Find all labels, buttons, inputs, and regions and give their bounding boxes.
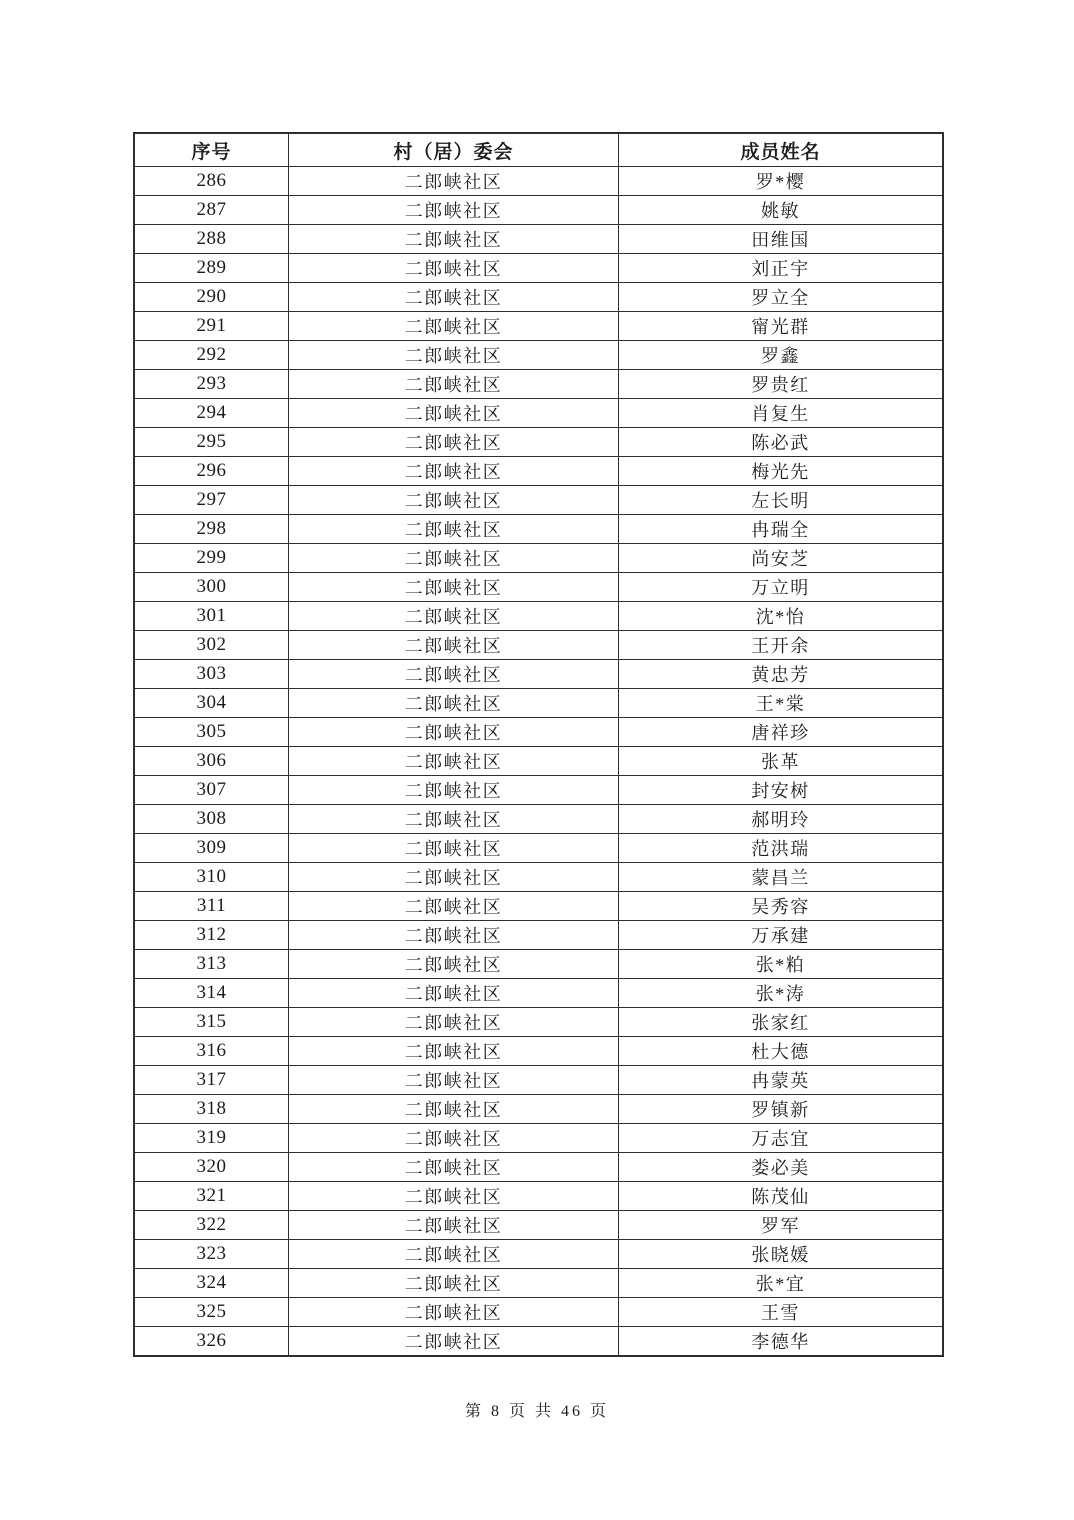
cell-committee: 二郎峡社区: [289, 747, 619, 776]
cell-serial-number: 297: [134, 486, 289, 515]
cell-member-name: 尚安芝: [619, 544, 943, 573]
cell-member-name: 张晓媛: [619, 1240, 943, 1269]
cell-member-name: 封安树: [619, 776, 943, 805]
cell-serial-number: 310: [134, 863, 289, 892]
column-header-member-name: 成员姓名: [619, 133, 943, 167]
cell-serial-number: 302: [134, 631, 289, 660]
cell-member-name: 万立明: [619, 573, 943, 602]
cell-committee: 二郎峡社区: [289, 254, 619, 283]
cell-serial-number: 286: [134, 167, 289, 196]
table-row: [134, 863, 943, 892]
table-row: [134, 892, 943, 921]
table-row: [134, 776, 943, 805]
table-row: [134, 718, 943, 747]
cell-serial-number: 301: [134, 602, 289, 631]
cell-serial-number: 303: [134, 660, 289, 689]
table-row: [134, 486, 943, 515]
table-row: [134, 631, 943, 660]
cell-member-name: 张*粕: [619, 950, 943, 979]
members-table-body: [134, 167, 943, 1357]
column-header-serial-number: 序号: [134, 133, 289, 167]
cell-member-name: 左长明: [619, 486, 943, 515]
table-row: [134, 283, 943, 312]
cell-member-name: 蒙昌兰: [619, 863, 943, 892]
cell-serial-number: 315: [134, 1008, 289, 1037]
cell-serial-number: 288: [134, 225, 289, 254]
cell-member-name: 梅光先: [619, 457, 943, 486]
cell-committee: 二郎峡社区: [289, 1240, 619, 1269]
table-row: [134, 950, 943, 979]
cell-committee: 二郎峡社区: [289, 370, 619, 399]
cell-serial-number: 324: [134, 1269, 289, 1298]
cell-committee: 二郎峡社区: [289, 283, 619, 312]
cell-committee: 二郎峡社区: [289, 1182, 619, 1211]
table-row: [134, 689, 943, 718]
table-row: [134, 225, 943, 254]
cell-committee: 二郎峡社区: [289, 428, 619, 457]
table-row: [134, 602, 943, 631]
cell-member-name: 万承建: [619, 921, 943, 950]
cell-member-name: 王*棠: [619, 689, 943, 718]
members-table: [133, 132, 944, 1357]
cell-serial-number: 318: [134, 1095, 289, 1124]
cell-committee: 二郎峡社区: [289, 196, 619, 225]
page-number-indicator: 第 8 页 共 46 页: [464, 1403, 609, 1420]
table-row: [134, 1066, 943, 1095]
table-row: [134, 747, 943, 776]
cell-committee: 二郎峡社区: [289, 660, 619, 689]
cell-member-name: 张*涛: [619, 979, 943, 1008]
table-row: [134, 341, 943, 370]
cell-serial-number: 313: [134, 950, 289, 979]
table-row: [134, 660, 943, 689]
table-row: [134, 167, 943, 196]
cell-member-name: 沈*怡: [619, 602, 943, 631]
cell-member-name: 唐祥珍: [619, 718, 943, 747]
cell-committee: 二郎峡社区: [289, 544, 619, 573]
cell-serial-number: 298: [134, 515, 289, 544]
cell-member-name: 罗贵红: [619, 370, 943, 399]
cell-committee: 二郎峡社区: [289, 863, 619, 892]
cell-committee: 二郎峡社区: [289, 805, 619, 834]
cell-member-name: 李德华: [619, 1327, 943, 1357]
table-row: [134, 834, 943, 863]
table-row: [134, 1008, 943, 1037]
cell-committee: 二郎峡社区: [289, 1066, 619, 1095]
cell-serial-number: 300: [134, 573, 289, 602]
table-row: [134, 515, 943, 544]
table-row: [134, 544, 943, 573]
table-row: [134, 254, 943, 283]
cell-member-name: 田维国: [619, 225, 943, 254]
cell-committee: 二郎峡社区: [289, 312, 619, 341]
cell-committee: 二郎峡社区: [289, 1124, 619, 1153]
cell-member-name: 甯光群: [619, 312, 943, 341]
cell-serial-number: 311: [134, 892, 289, 921]
cell-member-name: 冉蒙英: [619, 1066, 943, 1095]
cell-committee: 二郎峡社区: [289, 1298, 619, 1327]
cell-member-name: 张*宜: [619, 1269, 943, 1298]
cell-serial-number: 314: [134, 979, 289, 1008]
cell-serial-number: 317: [134, 1066, 289, 1095]
cell-committee: 二郎峡社区: [289, 950, 619, 979]
cell-serial-number: 293: [134, 370, 289, 399]
cell-member-name: 郝明玲: [619, 805, 943, 834]
cell-member-name: 肖复生: [619, 399, 943, 428]
cell-serial-number: 323: [134, 1240, 289, 1269]
cell-committee: 二郎峡社区: [289, 834, 619, 863]
cell-committee: 二郎峡社区: [289, 399, 619, 428]
cell-member-name: 娄必美: [619, 1153, 943, 1182]
table-header: [134, 133, 943, 167]
cell-member-name: 刘正宇: [619, 254, 943, 283]
cell-serial-number: 320: [134, 1153, 289, 1182]
table-row: [134, 1182, 943, 1211]
cell-member-name: 罗*樱: [619, 167, 943, 196]
table-row: [134, 428, 943, 457]
table-row: [134, 370, 943, 399]
cell-committee: 二郎峡社区: [289, 979, 619, 1008]
cell-member-name: 陈茂仙: [619, 1182, 943, 1211]
cell-serial-number: 290: [134, 283, 289, 312]
column-header-committee: 村（居）委会: [289, 133, 619, 167]
table-row: [134, 1269, 943, 1298]
cell-serial-number: 304: [134, 689, 289, 718]
table-row: [134, 1240, 943, 1269]
cell-serial-number: 294: [134, 399, 289, 428]
cell-member-name: 罗鑫: [619, 341, 943, 370]
table-row: [134, 979, 943, 1008]
cell-committee: 二郎峡社区: [289, 1327, 619, 1357]
cell-serial-number: 305: [134, 718, 289, 747]
cell-serial-number: 289: [134, 254, 289, 283]
table-row: [134, 1327, 943, 1357]
cell-member-name: 万志宜: [619, 1124, 943, 1153]
cell-committee: 二郎峡社区: [289, 602, 619, 631]
cell-member-name: 黄忠芳: [619, 660, 943, 689]
cell-committee: 二郎峡社区: [289, 1037, 619, 1066]
cell-committee: 二郎峡社区: [289, 167, 619, 196]
cell-committee: 二郎峡社区: [289, 892, 619, 921]
cell-committee: 二郎峡社区: [289, 457, 619, 486]
cell-committee: 二郎峡社区: [289, 1269, 619, 1298]
table-row: [134, 1095, 943, 1124]
table-row: [134, 1037, 943, 1066]
table-row: [134, 312, 943, 341]
cell-member-name: 罗镇新: [619, 1095, 943, 1124]
cell-serial-number: 306: [134, 747, 289, 776]
cell-serial-number: 292: [134, 341, 289, 370]
cell-committee: 二郎峡社区: [289, 921, 619, 950]
cell-member-name: 张革: [619, 747, 943, 776]
cell-serial-number: 308: [134, 805, 289, 834]
cell-member-name: 张家红: [619, 1008, 943, 1037]
cell-serial-number: 312: [134, 921, 289, 950]
cell-serial-number: 326: [134, 1327, 289, 1357]
cell-committee: 二郎峡社区: [289, 341, 619, 370]
table-header-row: [134, 133, 943, 167]
cell-serial-number: 291: [134, 312, 289, 341]
table-row: [134, 805, 943, 834]
cell-committee: 二郎峡社区: [289, 1211, 619, 1240]
cell-serial-number: 307: [134, 776, 289, 805]
cell-serial-number: 299: [134, 544, 289, 573]
cell-serial-number: 287: [134, 196, 289, 225]
cell-member-name: 吴秀容: [619, 892, 943, 921]
table-row: [134, 1124, 943, 1153]
cell-member-name: 罗立全: [619, 283, 943, 312]
cell-committee: 二郎峡社区: [289, 776, 619, 805]
cell-serial-number: 316: [134, 1037, 289, 1066]
cell-serial-number: 322: [134, 1211, 289, 1240]
cell-member-name: 罗军: [619, 1211, 943, 1240]
cell-committee: 二郎峡社区: [289, 1153, 619, 1182]
cell-member-name: 王开余: [619, 631, 943, 660]
cell-committee: 二郎峡社区: [289, 225, 619, 254]
cell-committee: 二郎峡社区: [289, 1008, 619, 1037]
cell-committee: 二郎峡社区: [289, 573, 619, 602]
cell-member-name: 王雪: [619, 1298, 943, 1327]
cell-serial-number: 319: [134, 1124, 289, 1153]
cell-serial-number: 321: [134, 1182, 289, 1211]
table-row: [134, 1153, 943, 1182]
cell-member-name: 冉瑞全: [619, 515, 943, 544]
cell-member-name: 范洪瑞: [619, 834, 943, 863]
table-row: [134, 457, 943, 486]
cell-serial-number: 325: [134, 1298, 289, 1327]
cell-serial-number: 309: [134, 834, 289, 863]
cell-serial-number: 295: [134, 428, 289, 457]
table-row: [134, 196, 943, 225]
table-row: [134, 399, 943, 428]
cell-member-name: 陈必武: [619, 428, 943, 457]
table-row: [134, 921, 943, 950]
cell-serial-number: 296: [134, 457, 289, 486]
cell-member-name: 姚敏: [619, 196, 943, 225]
cell-member-name: 杜大德: [619, 1037, 943, 1066]
cell-committee: 二郎峡社区: [289, 515, 619, 544]
cell-committee: 二郎峡社区: [289, 486, 619, 515]
table-row: [134, 573, 943, 602]
cell-committee: 二郎峡社区: [289, 718, 619, 747]
table-row: [134, 1211, 943, 1240]
cell-committee: 二郎峡社区: [289, 689, 619, 718]
cell-committee: 二郎峡社区: [289, 631, 619, 660]
cell-committee: 二郎峡社区: [289, 1095, 619, 1124]
table-row: [134, 1298, 943, 1327]
